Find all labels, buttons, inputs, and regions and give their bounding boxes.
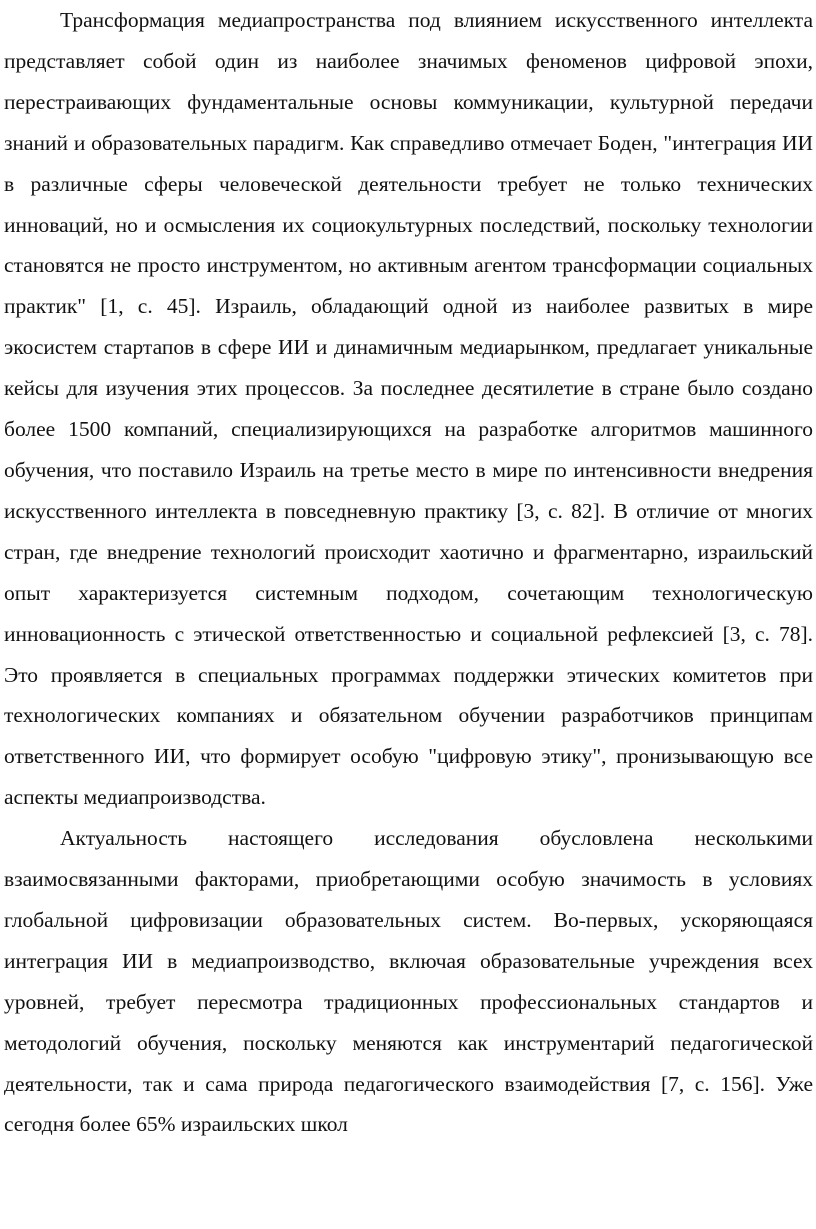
body-paragraph-1: Трансформация медиапространства под влиянием искусственного интеллекта представляет собой один из наиболее значимых феноменов цифровой эпохи, перестраивающих фундаментальные основы коммуникации, культурной передачи знаний и образовательных парадигм. Как справедливо отмечает Боден, "интеграция ИИ в различные сферы человеческой деятельности требует не только технических инноваций, но и осмысления их социокультурных последствий, поскольку технологии становятся не просто инструментом, но активным агентом трансформации социальных практик" [1, с. 45]. Израиль, обладающий одной из наиболее развитых в мире экосистем стартапов в сфере ИИ и динамичным медиарынком, предлагает уникальные кейсы для изучения этих процессов. За последнее десятилетие в стране было создано более 1500 компаний, специализирующихся на разработке алгоритмов машинного обучения, что поставило Израиль на третье место в мире по интенсивности внедрения искусственного интеллекта в повседневную практику [3, с. 82]. В отличие от многих стран, где внедрение технологий происходит хаотично и фрагментарно, израильский опыт характеризуется системным подходом, сочетающим технологическую инновационность с этической ответственностью и социальной рефлексией [3, с. 78]. Это проявляется в специальных программах поддержки этических комитетов при технологических компаниях и обязательном обучении разработчиков принципам ответственного ИИ, что формирует особую "цифровую этику", пронизывающую все аспекты медиапроизводства.	[4, 8, 813, 810]
body-paragraph-2: Актуальность настоящего исследования обусловлена несколькими взаимосвязанными факторами, приобретающими особую значимость в условиях глобальной цифровизации образовательных систем. Во-первых, ускоряющаяся интеграция ИИ в медиапроизводство, включая образовательные учреждения всех уровней, требует пересмотра традиционных профессиональных стандартов и методологий обучения, поскольку меняются как инструментарий педагогической деятельности, так и сама природа педагогического взаимодействия [7, с. 156]. Уже сегодня более 65% израильских школ	[4, 826, 813, 1137]
document-page	[4, 0, 813, 1145]
